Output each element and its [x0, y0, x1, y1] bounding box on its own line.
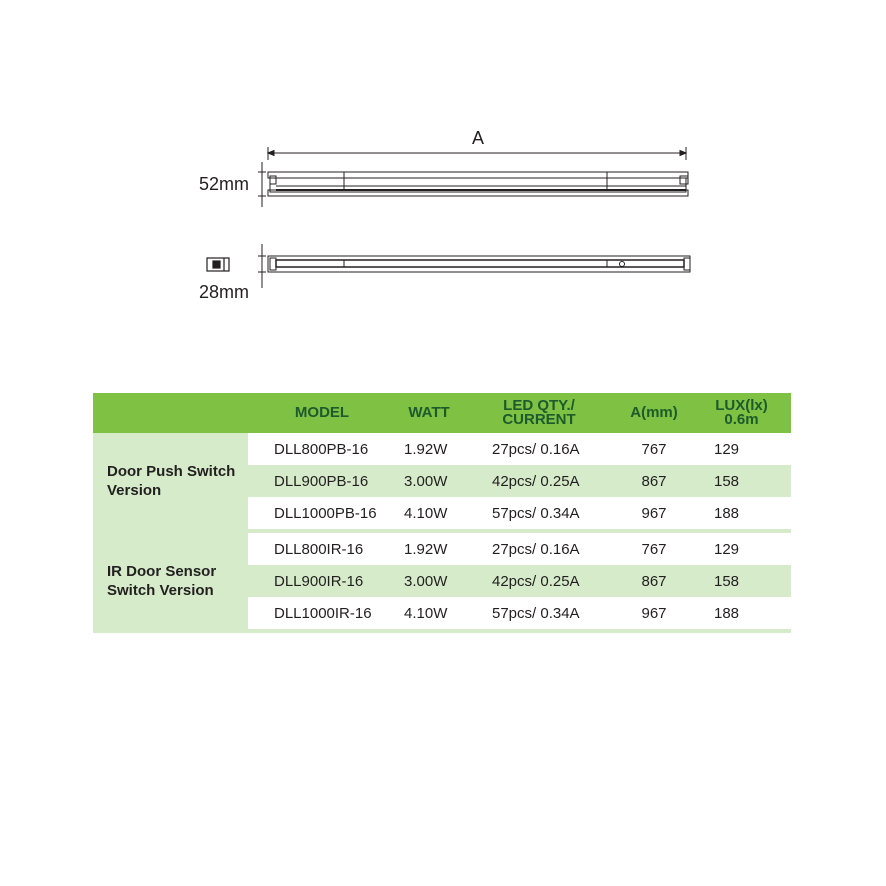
- a-cell: 767: [641, 440, 667, 458]
- end-profile-icon: [207, 258, 229, 271]
- group-label-door-push: Door Push Switch Version: [93, 433, 248, 531]
- header-led-qty: LED QTY./ CURRENT: [462, 393, 616, 433]
- lux-cell: 188: [714, 604, 740, 622]
- led-cell: 27pcs/ 0.16A: [492, 440, 580, 458]
- lux-cell: 129: [714, 440, 740, 458]
- lux-cell: 188: [714, 504, 740, 522]
- led-cell: 57pcs/ 0.34A: [492, 604, 580, 622]
- table-row: [93, 533, 791, 565]
- a-cell: 867: [616, 465, 692, 497]
- header-blank: [93, 393, 248, 433]
- model-cell: DLL800PB-16: [274, 440, 369, 458]
- a-cell: 867: [616, 565, 692, 597]
- a-cell: 767: [641, 540, 667, 558]
- a-cell: 967: [641, 604, 667, 622]
- watt-cell: 4.10W: [404, 604, 448, 622]
- length-label: A: [471, 128, 485, 148]
- lux-cell: 158: [692, 465, 791, 497]
- watt-cell: 4.10W: [404, 504, 448, 522]
- lux-cell: 158: [692, 565, 791, 597]
- product-dimension-drawing: [0, 0, 886, 330]
- watt-cell: 3.00W: [396, 565, 462, 597]
- length-dimension: [268, 147, 686, 160]
- lux-cell: 129: [714, 540, 740, 558]
- model-cell: DLL900IR-16: [248, 565, 396, 597]
- spec-table: [93, 393, 791, 633]
- led-cell: 27pcs/ 0.16A: [492, 540, 580, 558]
- depth-label: 28mm: [199, 282, 250, 302]
- header-model: MODEL: [248, 393, 396, 433]
- table-bottom-rule: [93, 631, 791, 633]
- table-row: [93, 433, 791, 465]
- watt-cell: 1.92W: [404, 440, 448, 458]
- watt-cell: 1.92W: [404, 540, 448, 558]
- led-cell: 42pcs/ 0.25A: [462, 465, 616, 497]
- model-cell: DLL1000PB-16: [274, 504, 377, 522]
- header-watt: WATT: [396, 393, 462, 433]
- table-header-row: [93, 393, 791, 433]
- led-cell: 57pcs/ 0.34A: [492, 504, 580, 522]
- side-view: [258, 162, 688, 207]
- model-cell: DLL1000IR-16: [274, 604, 372, 622]
- watt-cell: 3.00W: [396, 465, 462, 497]
- model-cell: DLL800IR-16: [274, 540, 364, 558]
- group-label-ir-sensor: IR Door Sensor Switch Version: [93, 533, 248, 631]
- top-view: [258, 244, 690, 288]
- a-cell: 967: [641, 504, 667, 522]
- led-cell: 42pcs/ 0.25A: [462, 565, 616, 597]
- header-a-mm: A(mm): [616, 393, 692, 433]
- height-label: 52mm: [199, 174, 250, 194]
- model-cell: DLL900PB-16: [248, 465, 396, 497]
- header-lux: LUX(lx) 0.6m: [692, 393, 791, 433]
